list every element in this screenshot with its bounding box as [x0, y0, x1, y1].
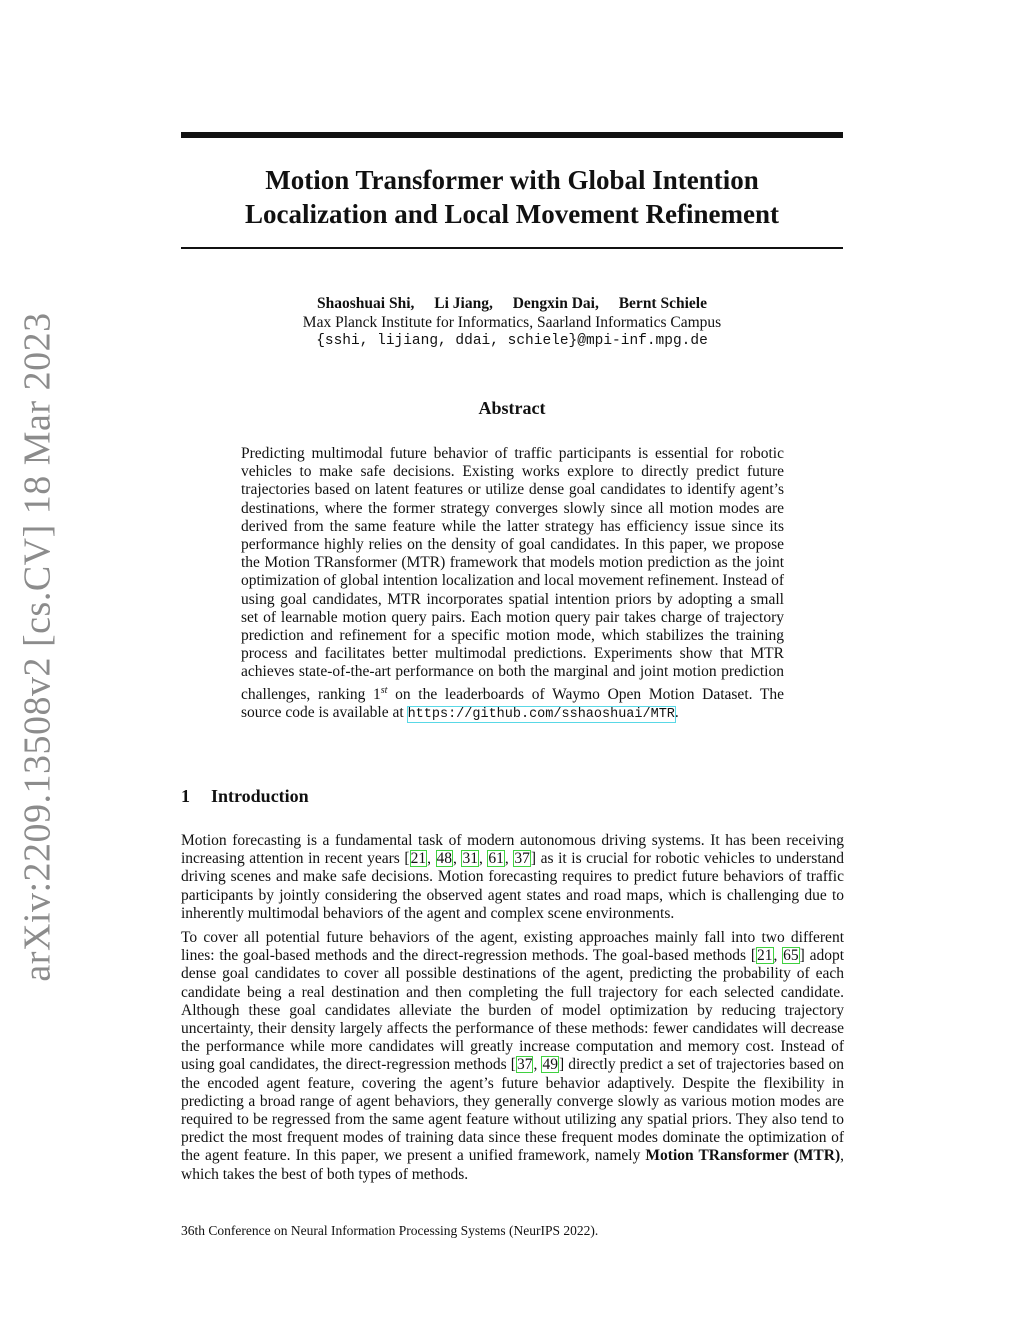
- intro-p2-text-a: To cover all potential future behaviors of the agent, existing approaches mainly fall into two different lines: the goal-based methods and the direct-regression methods. The goal-based methods [: [181, 929, 844, 965]
- author-1: Shaoshuai Shi,: [317, 295, 415, 312]
- citation-link[interactable]: 48: [436, 850, 453, 868]
- arxiv-stamp-text: arXiv:2209.13508v2 [cs.CV] 18 Mar 2023: [17, 312, 60, 982]
- paper-title: [181, 163, 843, 231]
- author-list: [181, 295, 843, 313]
- author-4: Bernt Schiele: [618, 295, 707, 312]
- title-line-1: Motion Transformer with Global Intention: [265, 165, 759, 195]
- citation-link[interactable]: 37: [516, 1056, 533, 1074]
- title-bottom-rule: [181, 247, 843, 249]
- author-email: {sshi, lijiang, ddai, schiele}@mpi-inf.mpg.de: [316, 333, 708, 349]
- rank-superscript: st: [380, 684, 388, 696]
- github-link[interactable]: https://github.com/sshaoshuai/MTR: [407, 707, 675, 722]
- abstract-text-b: on the leaderboards of Waymo Open Motion Dataset. The source code is available at: [241, 685, 784, 721]
- intro-p2-text-b: ] adopt dense goal candidates to cover all possible destinations of the agent, predicting the probability of each candidate being a real destination and then completing the full trajectory for each selected candidate. Although these goal candidates alleviate the burden of model optimization by reducing trajectory uncertainty, their density largely affects the performance of these methods: fewer candidates will decrease the performance while more candidates will greatly increase computation and memory cost. Instead of using goal candidates, the direct-regression methods [: [181, 947, 845, 1074]
- title-line-2: Localization and Local Movement Refinement: [245, 199, 779, 229]
- citation-link[interactable]: 65: [783, 947, 799, 965]
- abstract-body: [241, 445, 784, 724]
- intro-paragraph-2: To cover all potential future behaviors of the agent, existing approaches mainly fall into two different lines: the goal-based methods and the direct-regression methods. The goal-based methods [21, 65] adopt dense goal candidates to cover all possible destinations of the agent, predicting the probability of each candidate being a real destination and then completing the full trajectory for each selected candidate. Although these goal candidates alleviate the burden of model optimization by reducing trajectory uncertainty, their density largely affects the performance of these methods: fewer candidates will decrease the performance while more candidates will greatly increase computation and memory cost. Instead of using goal candidates, the direct-regression methods [37, 49] directly predict a set of trajectories based on the encoded agent feature, covering the agent’s future behavior adaptively. Despite the flexibility in predicting a broad range of agent behaviors, they generally converge slowly as various motion modes are required to be regressed from the same agent feature without utilizing any spatial priors. They also tend to predict the most frequent modes of training data since these frequent modes dominate the optimization of the agent feature. In this paper, we present a unified framework, namely Motion TRansformer (MTR), which takes the best of both types of methods.: [181, 929, 845, 1183]
- intro-paragraph-1: Motion forecasting is a fundamental task of modern autonomous driving systems. It has been receiving increasing attention in recent years [21, 48, 31, 61, 37] as it is crucial for robotic vehicles to understand driving scenes and make safe decisions. Motion forecasting requires to predict future behaviors of traffic participants by jointly considering the observed agent states and road maps, which is challenging due to inherently multimodal behaviors of the agent and complex scene environments.: [181, 832, 845, 922]
- abstract-text-c: .: [674, 704, 679, 721]
- section-number: 1: [181, 786, 190, 806]
- intro-p1-text-b: ] as it is crucial for robotic vehicles to understand driving scenes and make safe decisions. Motion forecasting requires to predict future behaviors of traffic participants by jointly considering the observed agent states and road maps, which is challenging due to inherently multimodal behaviors of the agent and complex scene environments.: [181, 850, 845, 922]
- citation-link[interactable]: 37: [514, 850, 530, 868]
- citation-link[interactable]: 31: [462, 850, 478, 868]
- introduction-body: [181, 832, 844, 1190]
- abstract-text-a: Predicting multimodal future behavior of traffic participants is essential for robotic vehicles to make safe decisions. Existing works explore to directly predict future trajectories based on latent features or utilize dense goal candidates to identify agent’s destinations, where the former strategy converges slowly since all motion modes are derived from the same feature while the latter strategy has efficiency issue since its performance highly relies on the density of goal candidates. In this paper, we propose the Motion TRansformer (MTR) framework that models motion prediction as the joint optimization of global intention localization and local movement refinement. Instead of using goal candidates, MTR incorporates spatial intention priors by adopting a small set of learnable motion query pairs. Each motion query pair takes charge of trajectory prediction and refinement for a specific motion mode, which stabilizes the training process and facilitates better multimodal predictions. Experiments show that MTR achieves state-of-the-art performance on both the marginal and joint motion prediction challenges, ranking 1: [241, 445, 784, 703]
- citation-link[interactable]: 21: [410, 850, 427, 868]
- author-2: Li Jiang,: [434, 295, 493, 312]
- title-top-rule: [181, 132, 843, 138]
- intro-p1-text-a: Motion forecasting is a fundamental task of modern autonomous driving systems. It has been receiving increasing attention in recent years [: [181, 832, 844, 868]
- citation-link[interactable]: 49: [542, 1056, 558, 1074]
- arxiv-stamp: [8, 312, 68, 982]
- affiliation: Max Planck Institute for Informatics, Saarland Informatics Campus: [302, 314, 722, 331]
- intro-p2-text-c: ] directly predict a set of trajectories based on the encoded agent feature, covering the agent’s future behavior adaptively. Despite the flexibility in predicting a broad range of agent behaviors, they generally converge slowly as various motion modes are required to be regressed from the same agent feature without utilizing any spatial priors. They also tend to predict the most frequent modes of training data since these frequent modes dominate the optimization of the agent feature. In this paper, we present a unified framework, namely: [181, 1056, 845, 1165]
- abstract-heading: Abstract: [478, 398, 546, 418]
- section-title: Introduction: [211, 786, 309, 806]
- mtr-bold-term: Motion TRansformer (MTR): [645, 1147, 841, 1165]
- conference-footnote: 36th Conference on Neural Information Processing Systems (NeurIPS 2022).: [181, 1223, 599, 1238]
- author-3: Dengxin Dai,: [512, 295, 599, 312]
- intro-p2-text-d: , which takes the best of both types of methods.: [181, 1147, 844, 1183]
- citation-link[interactable]: 61: [488, 850, 504, 868]
- citation-link[interactable]: 21: [757, 947, 773, 965]
- section-heading: [181, 786, 309, 807]
